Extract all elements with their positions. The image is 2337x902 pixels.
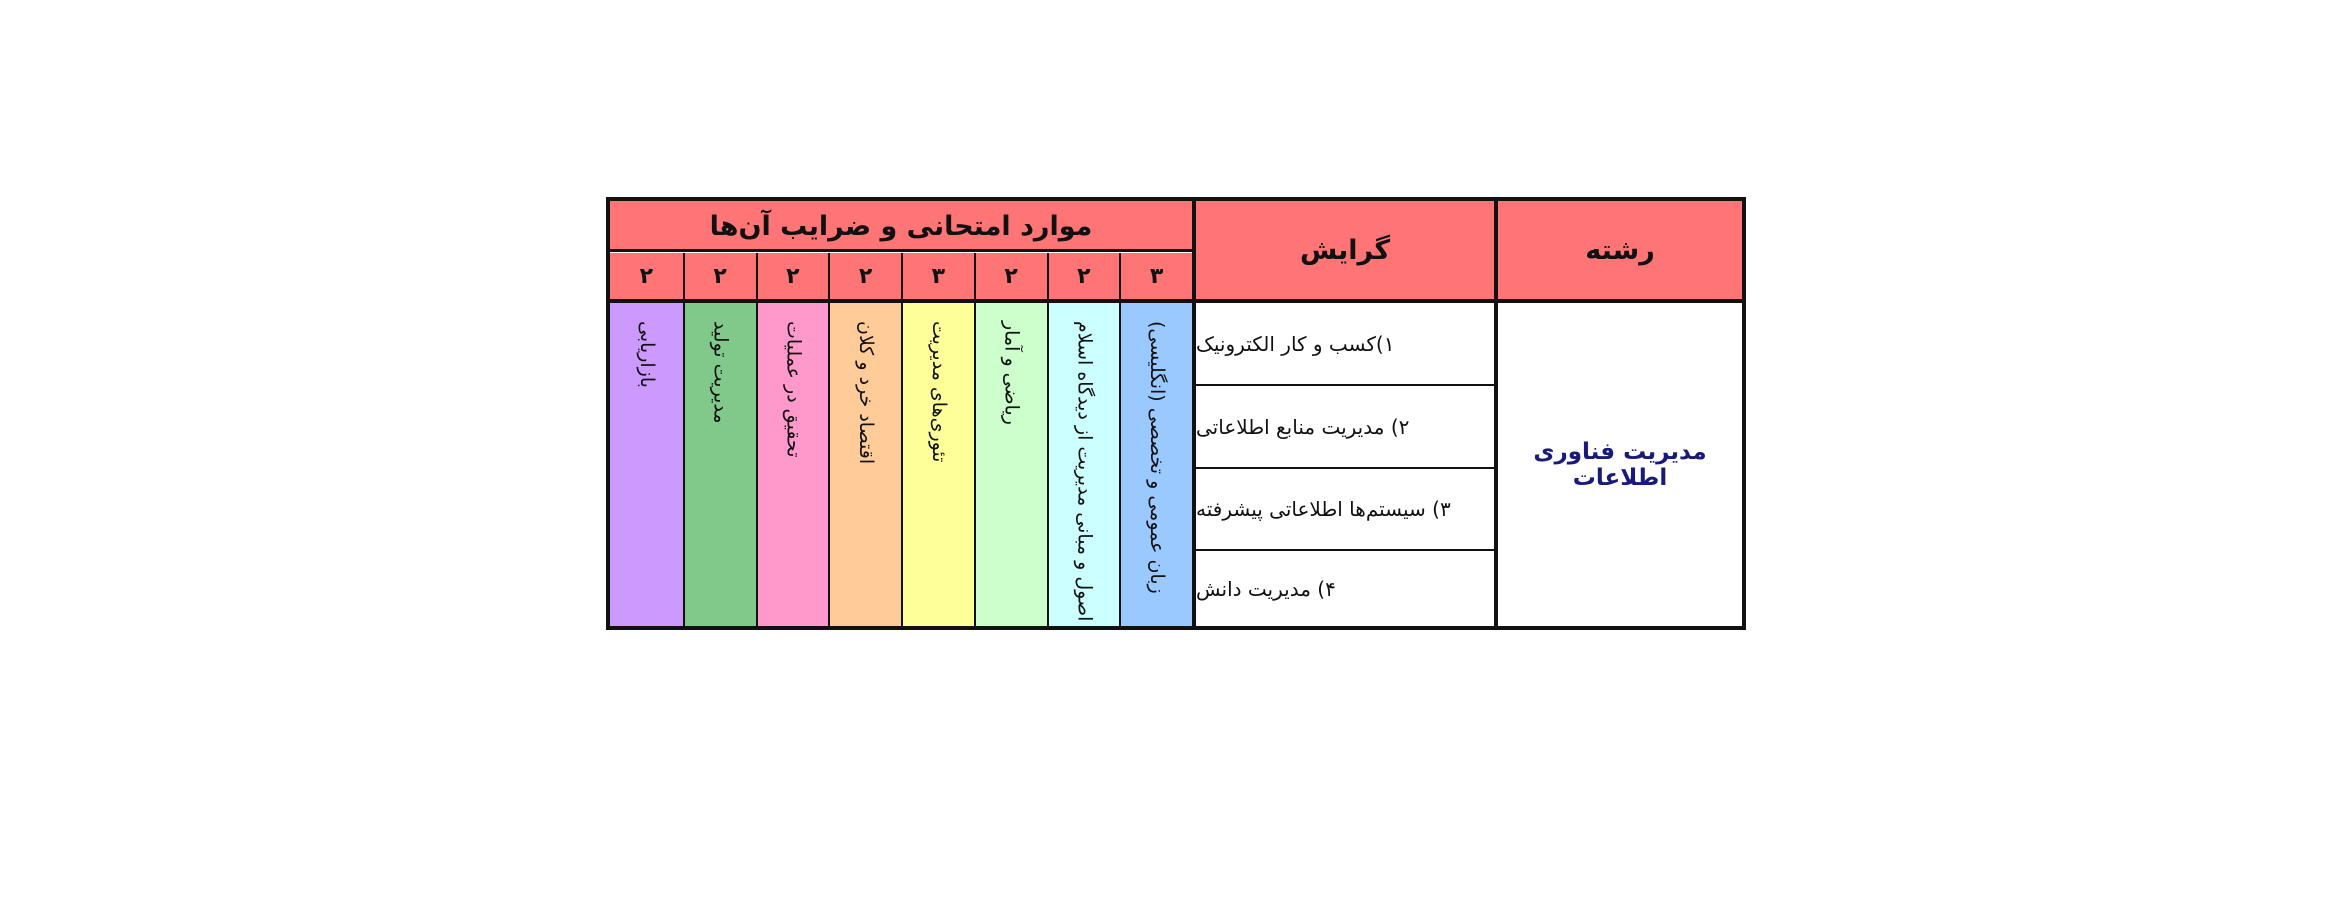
coefficient-row: [610, 253, 1192, 299]
subject-name: زبان عمومی و تخصصی (انگلیسی): [1146, 321, 1169, 594]
subject-name: مدیریت تولید: [709, 321, 732, 424]
branch-list: [1196, 303, 1494, 626]
coefficient-cell: [974, 253, 1047, 299]
divider: [1192, 201, 1196, 626]
branch-item: [1196, 551, 1494, 626]
exams-header-label: موارد امتحانی و ضرایب آن‌ها: [709, 210, 1093, 242]
branch-item: [1196, 386, 1494, 469]
branch-header-label: گرایش: [1299, 234, 1391, 266]
coefficient-value: ۲: [713, 263, 727, 289]
coefficient-cell: [1119, 253, 1192, 299]
branch-header: [1196, 201, 1494, 299]
subject-name: اقتصاد خرد و کلان: [855, 321, 878, 465]
coefficient-value: ۳: [931, 263, 946, 289]
field-name-cell: [1498, 303, 1742, 626]
coefficient-cell: [610, 253, 683, 299]
coefficient-cell: [756, 253, 829, 299]
subject-column: [683, 303, 756, 626]
coefficient-value: ۳: [1149, 263, 1164, 289]
exams-header: [610, 201, 1192, 251]
coefficient-value: ۲: [639, 263, 654, 289]
branch-label: ۴) مدیریت دانش: [1196, 576, 1336, 601]
field-header-label: رشته: [1585, 234, 1655, 266]
exam-table: [606, 197, 1746, 630]
subject-column: [756, 303, 829, 626]
coefficient-cell: [901, 253, 974, 299]
coefficient-cell: [1047, 253, 1120, 299]
subject-name: اصول و مبانی مدیریت از دیدگاه اسلام: [1073, 321, 1096, 622]
subject-name: بازاریابی: [635, 321, 658, 388]
subject-column: [1047, 303, 1120, 626]
coefficient-cell: [683, 253, 756, 299]
subject-column: [1119, 303, 1192, 626]
subject-name: ریاضی و آمار: [1000, 321, 1023, 425]
subject-name: تئوری‌های مدیریت: [927, 321, 950, 463]
coefficient-value: ۲: [1077, 263, 1091, 289]
branch-label: ۲) مدیریت منابع اطلاعاتی: [1196, 414, 1410, 439]
field-header: [1498, 201, 1742, 299]
coefficient-cell: [828, 253, 901, 299]
branch-label: ۱)کسب و کار الکترونیک: [1196, 331, 1395, 356]
coefficient-value: ۲: [858, 263, 873, 289]
branch-item: [1196, 469, 1494, 551]
subject-column: [610, 303, 683, 626]
field-name: مدیریت فناوری اطلاعات: [1533, 438, 1707, 491]
subject-name: تحقیق در عملیات: [782, 321, 805, 458]
subject-column: [974, 303, 1047, 626]
branch-item: [1196, 303, 1494, 386]
divider: [1494, 201, 1498, 626]
subject-column: [901, 303, 974, 626]
coefficient-value: ۲: [1004, 263, 1018, 289]
divider: [610, 249, 1192, 252]
divider: [610, 299, 1742, 303]
subject-column: [828, 303, 901, 626]
subject-row: [610, 303, 1192, 626]
coefficient-value: ۲: [786, 263, 800, 289]
branch-label: ۳) سیستم‌ها اطلاعاتی پیشرفته: [1196, 497, 1451, 521]
